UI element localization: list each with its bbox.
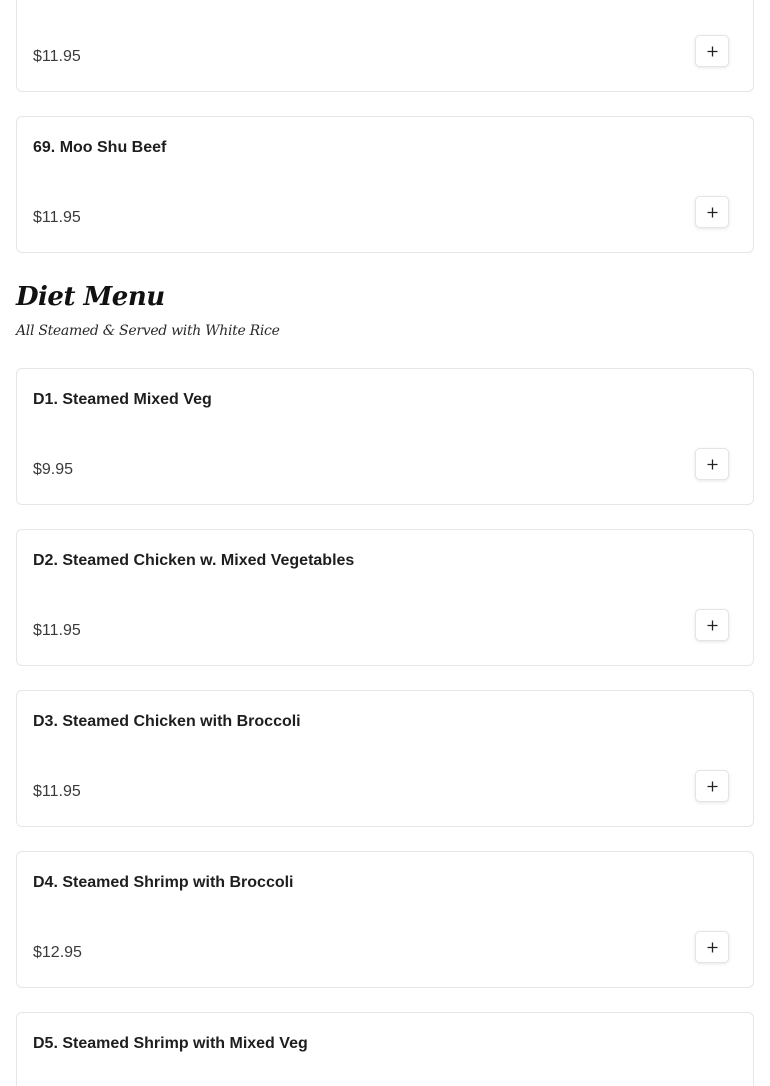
menu-item-card bbox=[16, 529, 754, 666]
section-title: Diet Menu bbox=[16, 282, 165, 312]
plus-icon bbox=[707, 620, 718, 631]
add-to-cart-button[interactable] bbox=[695, 609, 729, 641]
menu-item-price: $11.95 bbox=[33, 48, 81, 65]
menu-item-price: $9.95 bbox=[33, 461, 74, 478]
menu-item-card bbox=[16, 690, 754, 827]
section-subtitle: All Steamed & Served with White Rice bbox=[16, 323, 280, 339]
menu-item-card bbox=[16, 116, 754, 253]
menu-item-price: $11.95 bbox=[33, 622, 81, 639]
menu-item-name: D3. Steamed Chicken with Broccoli bbox=[33, 713, 301, 730]
plus-icon bbox=[707, 781, 718, 792]
plus-icon bbox=[707, 459, 718, 470]
add-to-cart-button[interactable] bbox=[695, 196, 729, 228]
menu-item-card bbox=[16, 851, 754, 988]
menu-item-name: D1. Steamed Mixed Veg bbox=[33, 391, 212, 408]
menu-item-price: $11.95 bbox=[33, 783, 81, 800]
menu-item-card bbox=[16, 0, 754, 92]
menu-item-name: D4. Steamed Shrimp with Broccoli bbox=[33, 874, 294, 891]
menu-item-price: $11.95 bbox=[33, 209, 81, 226]
menu-item-price: $12.95 bbox=[33, 944, 82, 961]
plus-icon bbox=[707, 207, 718, 218]
menu-item-name: 69. Moo Shu Beef bbox=[33, 139, 167, 156]
menu-item-card bbox=[16, 1012, 754, 1086]
add-to-cart-button[interactable] bbox=[695, 770, 729, 802]
add-to-cart-button[interactable] bbox=[695, 931, 729, 963]
plus-icon bbox=[707, 942, 718, 953]
menu-item-name: D2. Steamed Chicken w. Mixed Vegetables bbox=[33, 552, 355, 569]
add-to-cart-button[interactable] bbox=[695, 35, 729, 67]
add-to-cart-button[interactable] bbox=[695, 448, 729, 480]
menu-item-name: D5. Steamed Shrimp with Mixed Veg bbox=[33, 1035, 308, 1052]
plus-icon bbox=[707, 46, 718, 57]
menu-item-card bbox=[16, 368, 754, 505]
